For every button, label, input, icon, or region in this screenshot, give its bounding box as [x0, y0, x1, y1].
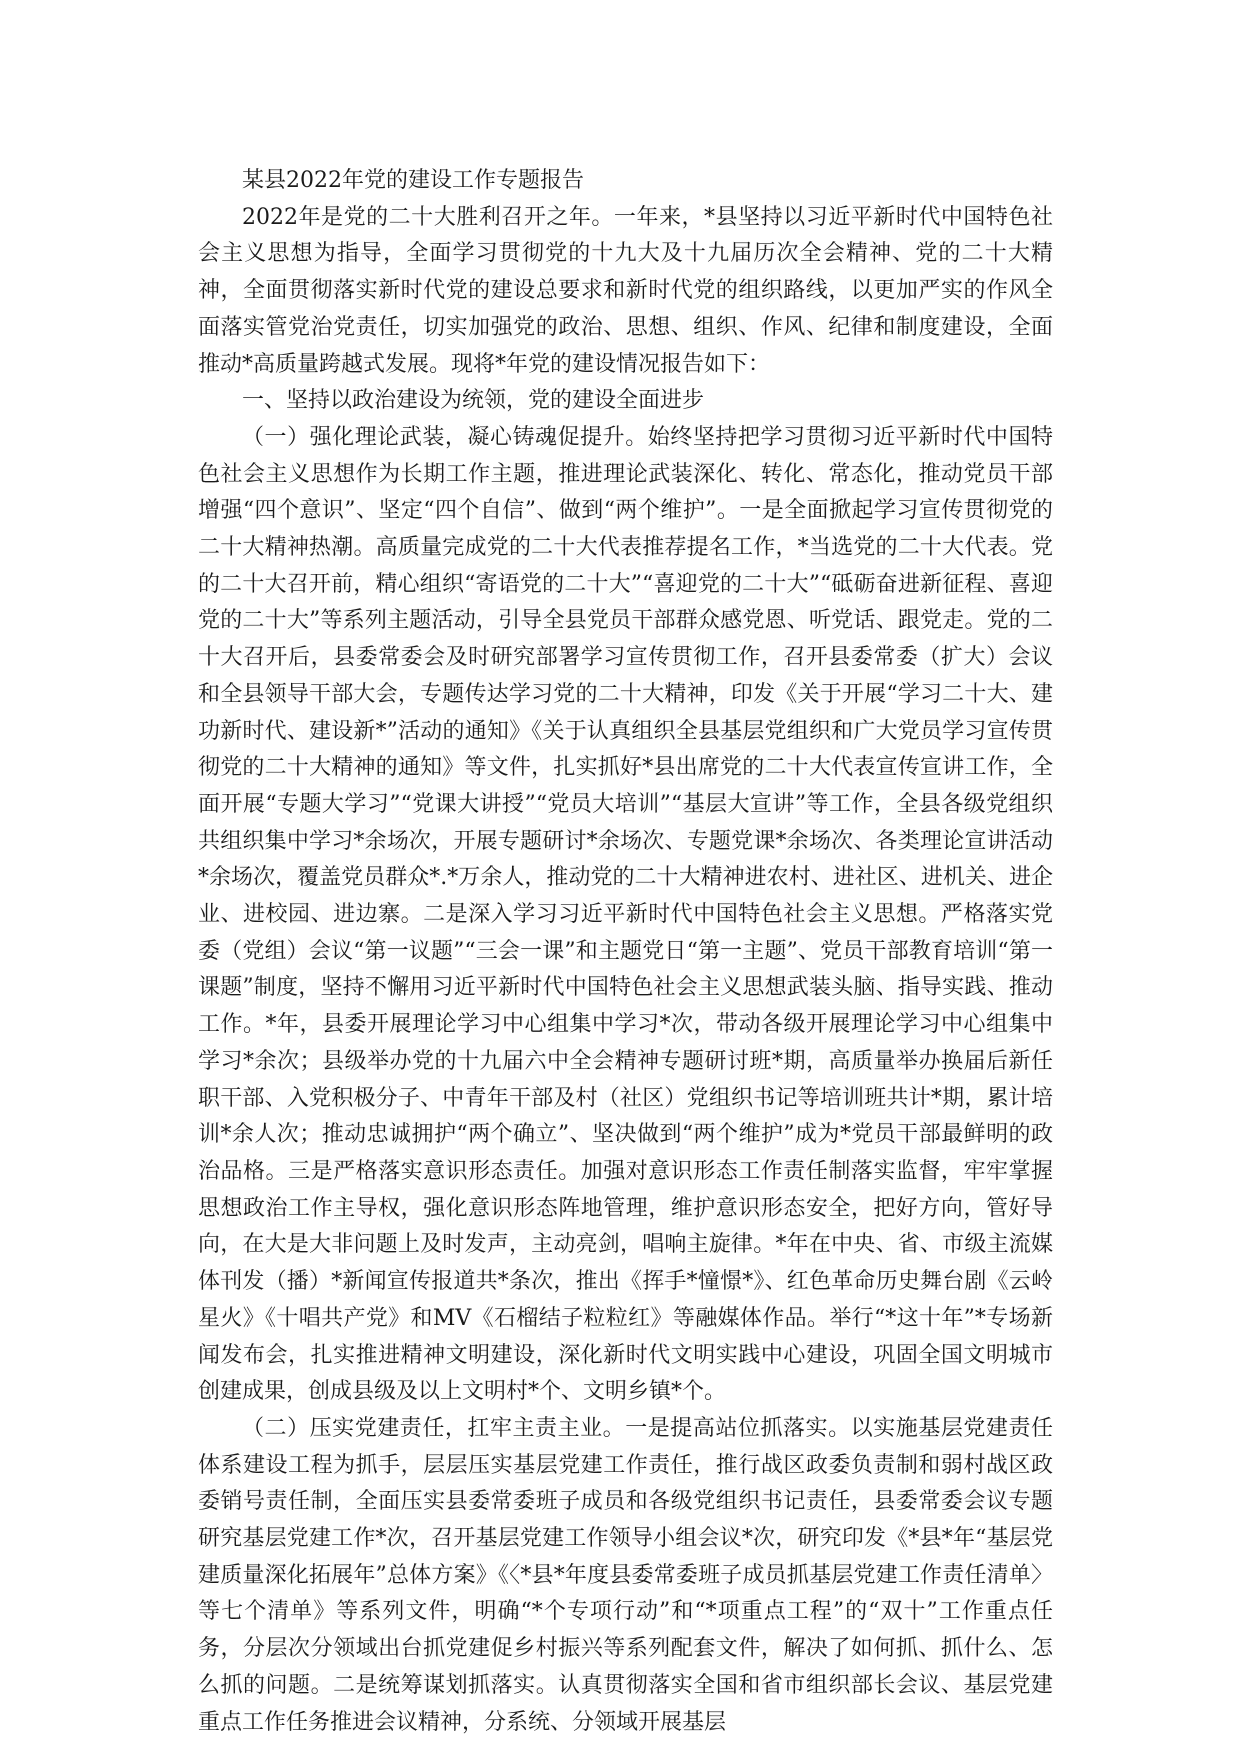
section-heading: 一、坚持以政治建设为统领，党的建设全面进步 — [242, 388, 705, 414]
intro-paragraph: 2022年是党的二十大胜利召开之年。一年来，*县坚持以习近平新时代中国特色社会主义思想为指导，全面学习贯彻党的十九大及十九届历次全会精神、党的二十大精神，全面贯彻落实新时代党的建设总要求和新时代党的组织路线，以更加严实的作风全面落实管党治党责任，切实加强党的政治、思想、组织、作风、纪律和制度建设，全面推动*高质量跨越式发展。现将*年党的建设情况报告如下： — [198, 204, 1053, 377]
document-body — [198, 163, 1053, 1741]
document-title: 某县2022年党的建设工作专题报告 — [242, 168, 584, 193]
body-paragraph-2: （二）压实党建责任，扛牢主责主业。一是提高站位抓落实。以实施基层党建责任体系建设工程为抓手，层层压实基层党建工作责任，推行战区政委负责制和弱村战区政委销号责任制，全面压实县委常委班子成员和各级党组织书记责任，县委常委会议专题研究基层党建工作*次，召开基层党建工作领导小组会议*次，研究印发《*县*年“基层党建质量深化拓展年”总体方案》《〈*县*年度县委常委班子成员抓基层党建工作责任清单〉等七个清单》等系列文件，明确“*个专项行动”和“*项重点工程”的“双十”工作重点任务，分层次分领域出台抓党建促乡村振兴等系列配套文件，解决了如何抓、抓什么、怎么抓的问题。二是统筹谋划抓落实。认真贯彻落实全国和省市组织部长会议、基层党建重点工作任务推进会议精神，分系统、分领域开展基层 — [198, 1415, 1053, 1735]
body-paragraph-1: （一）强化理论武装，凝心铸魂促提升。始终坚持把学习贯彻习近平新时代中国特色社会主义思想作为长期工作主题，推进理论武装深化、转化、常态化，推动党员干部增强“四个意识”、坚定“四个自信”、做到“两个维护”。一是全面掀起学习宣传贯彻党的二十大精神热潮。高质量完成党的二十大代表推荐提名工作，*当选党的二十大代表。党的二十大召开前，精心组织“寄语党的二十大”“喜迎党的二十大”“砥砺奋进新征程、喜迎党的二十大”等系列主题活动，引导全县党员干部群众感党恩、听党话、跟党走。党的二十大召开后，县委常委会及时研究部署学习宣传贯彻工作，召开县委常委（扩大）会议和全县领导干部大会，专题传达学习党的二十大精神，印发《关于开展“学习二十大、建功新时代、建设新*”活动的通知》《关于认真组织全县基层党组织和广大党员学习宣传贯彻党的二十大精神的通知》等文件，扎实抓好*县出席党的二十大代表宣传宣讲工作，全面开展“专题大学习”“党课大讲授”“党员大培训”“基层大宣讲”等工作，全县各级党组织共组织集中学习*余场次，开展专题研讨*余场次、专题党课*余场次、各类理论宣讲活动*余场次，覆盖党员群众*.*万余人，推动党的二十大精神进农村、进社区、进机关、进企业、进校园、进边寨。二是深入学习习近平新时代中国特色社会主义思想。严格落实党委（党组）会议“第一议题”“三会一课”和主题党日“第一主题”、党员干部教育培训“第一课题”制度，坚持不懈用习近平新时代中国特色社会主义思想武装头脑、指导实践、推动工作。*年，县委开展理论学习中心组集中学习*次，带动各级开展理论学习中心组集中学习*余次；县级举办党的十九届六中全会精神专题研讨班*期，高质量举办换届后新任职干部、入党积极分子、中青年干部及村（社区）党组织书记等培训班共计*期，累计培训*余人次；推动忠诚拥护“两个确立”、坚决做到“两个维护”成为*党员干部最鲜明的政治品格。三是严格落实意识形态责任。加强对意识形态工作责任制落实监督，牢牢掌握思想政治工作主导权，强化意识形态阵地管理，维护意识形态安全，把好方向，管好导向，在大是大非问题上及时发声，主动亮剑，唱响主旋律。*年在中央、省、市级主流媒体刊发（播）*新闻宣传报道共*条次，推出《挥手*憧憬*》、红色革命历史舞台剧《云岭星火》《十唱共产党》和MV《石榴结子粒粒红》等融媒体作品。举行“*这十年”*专场新闻发布会，扎实推进精神文明建设，深化新时代文明实践中心建设，巩固全国文明城市创建成果，创成县级及以上文明村*个、文明乡镇*个。 — [198, 424, 1053, 1405]
